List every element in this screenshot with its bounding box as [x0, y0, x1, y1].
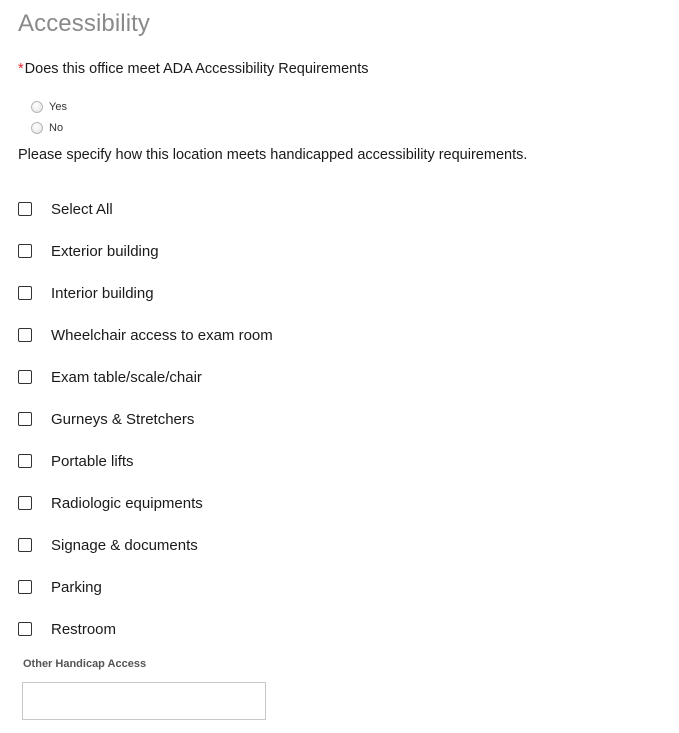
radio-no-icon[interactable]: [31, 122, 43, 134]
ada-question-text: Does this office meet ADA Accessibility Requirements: [24, 61, 369, 77]
checkbox-icon[interactable]: [18, 496, 32, 510]
checkbox-icon[interactable]: [18, 580, 32, 594]
checkbox-icon[interactable]: [18, 370, 32, 384]
other-handicap-access-label: Other Handicap Access: [23, 658, 147, 670]
radio-yes-icon[interactable]: [31, 101, 43, 113]
required-mark: *: [18, 61, 24, 77]
checkbox-label[interactable]: Restroom: [51, 620, 117, 638]
checkbox-label[interactable]: Wheelchair access to exam room: [51, 326, 273, 344]
ada-question: [18, 61, 369, 77]
checkbox-label[interactable]: Gurneys & Stretchers: [51, 410, 195, 428]
checkbox-icon[interactable]: [18, 454, 32, 468]
radio-no-label[interactable]: No: [49, 121, 64, 134]
checkbox-icon[interactable]: [18, 286, 32, 300]
checkbox-portable-lifts[interactable]: [18, 440, 273, 482]
radio-option-yes[interactable]: [31, 96, 67, 117]
checkbox-label[interactable]: Select All: [51, 200, 113, 218]
checkbox-icon[interactable]: [18, 412, 32, 426]
checkbox-interior-building[interactable]: [18, 272, 273, 314]
checkbox-icon[interactable]: [18, 244, 32, 258]
checkbox-icon[interactable]: [18, 202, 32, 216]
checkbox-radiologic-equipments[interactable]: [18, 482, 273, 524]
checkbox-exam-table[interactable]: [18, 356, 273, 398]
checkbox-parking[interactable]: [18, 566, 273, 608]
checkbox-icon[interactable]: [18, 328, 32, 342]
section-title: Accessibility: [18, 10, 150, 37]
checkbox-label[interactable]: Interior building: [51, 284, 154, 302]
checkbox-signage-documents[interactable]: [18, 524, 273, 566]
checkbox-label[interactable]: Parking: [51, 578, 102, 596]
radio-option-no[interactable]: [31, 117, 67, 138]
checkbox-select-all[interactable]: [18, 188, 273, 230]
checkbox-label[interactable]: Radiologic equipments: [51, 494, 203, 512]
checkbox-gurneys-stretchers[interactable]: [18, 398, 273, 440]
ada-radio-group: [31, 96, 67, 138]
checkbox-icon[interactable]: [18, 622, 32, 636]
checkbox-label[interactable]: Exam table/scale/chair: [51, 368, 202, 386]
checkbox-wheelchair-access[interactable]: [18, 314, 273, 356]
radio-yes-label[interactable]: Yes: [49, 100, 67, 113]
other-handicap-access-input[interactable]: [22, 682, 266, 720]
accessibility-instruction: Please specify how this location meets handicapped accessibility requirements.: [18, 147, 528, 163]
checkbox-label[interactable]: Signage & documents: [51, 536, 198, 554]
checkbox-restroom[interactable]: [18, 608, 273, 650]
checkbox-label[interactable]: Exterior building: [51, 242, 159, 260]
checkbox-exterior-building[interactable]: [18, 230, 273, 272]
accessibility-checklist: [18, 188, 273, 650]
checkbox-label[interactable]: Portable lifts: [51, 452, 134, 470]
checkbox-icon[interactable]: [18, 538, 32, 552]
